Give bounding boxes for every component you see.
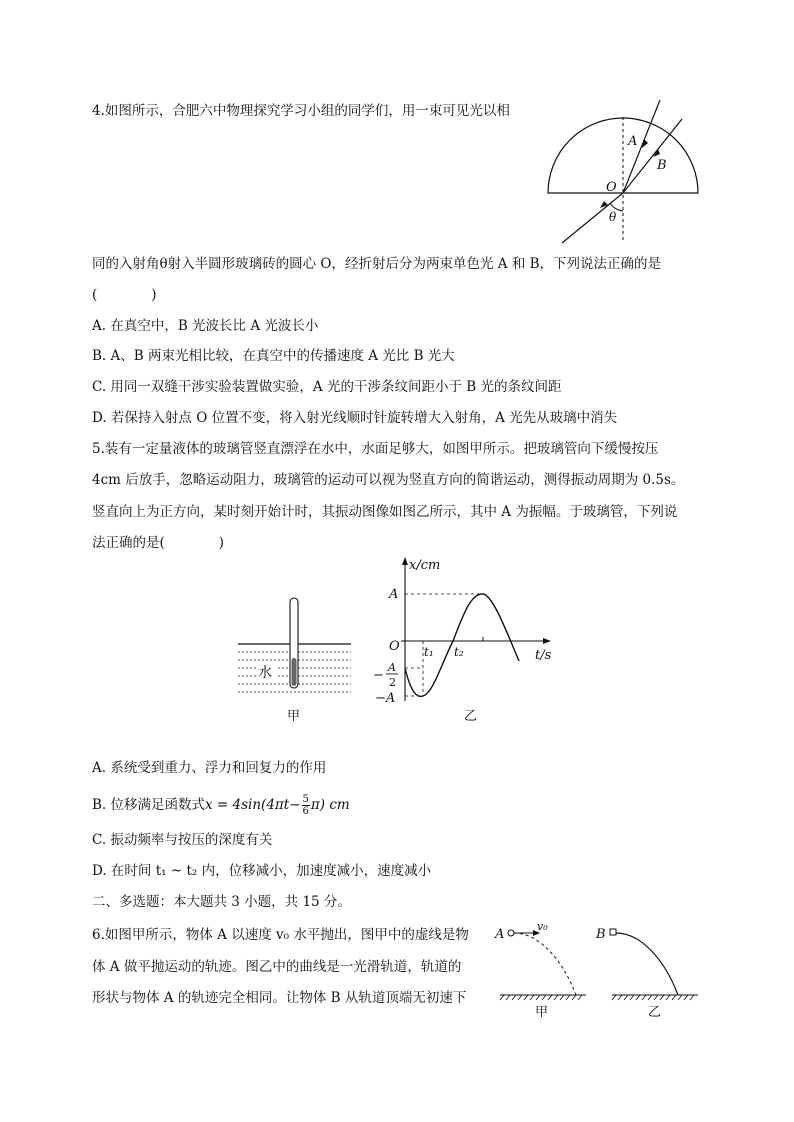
q6-projectile-figure	[490, 918, 705, 1023]
label-b: B	[596, 927, 606, 942]
label-a: A	[495, 927, 505, 942]
q5-option-b	[92, 794, 350, 817]
q5-option-b-fraction	[302, 794, 310, 817]
q5-line3: 竖直向上为正方向，某时刻开始计时，其振动图像如图乙所示，其中 A 为振幅。于玻璃管，下列说	[92, 504, 678, 520]
q5-option-a: A. 系统受到重力、浮力和回复力的作用	[92, 760, 327, 776]
x-axis-label: t/s	[535, 648, 552, 663]
q4-semicircle-figure	[540, 95, 705, 250]
q5-option-b-prefix: B. 位移满足函数式	[92, 797, 206, 813]
q6-line2: 体 A 做平抛运动的轨迹。图乙中的曲线是一光滑轨道，轨道的	[92, 959, 462, 975]
q4-option-c: C. 用同一双缝干涉实验装置做实验，A 光的干涉条纹间距小于 B 光的条纹间距	[92, 379, 562, 395]
tick-neg-half-sign: −	[373, 668, 384, 683]
caption-jia: 甲	[535, 1005, 549, 1020]
q4-line1: 4.如图所示，合肥六中物理探究学习小组的同学们，用一束可见光以相	[92, 103, 510, 119]
q4-option-b: B. A、B 两束光相比较，在真空中的传播速度 A 光比 B 光大	[92, 348, 455, 364]
block-b	[610, 929, 616, 935]
q4-option-d: D. 若保持入射点 O 位置不变，将入射光线顺时针旋转增大入射角，A 光先从玻璃中消失	[92, 410, 618, 426]
label-o: O	[606, 180, 617, 195]
q5-line2: 4cm 后放手，忽略运动阻力，玻璃管的运动可以视为竖直方向的简谐运动，测得振动周期为 0.5s。	[92, 472, 685, 488]
q4-line2: 同的入射角θ射入半圆形玻璃砖的圆心 O，经折射后分为两束单色光 A 和 B，下列说法正确的是	[92, 256, 662, 272]
section2-heading: 二、多选题：本大题共 3 小题，共 15 分。	[92, 894, 351, 910]
tick-neg-half-den: 2	[389, 676, 396, 689]
q5-xt-graph	[365, 553, 565, 725]
tick-neg-a: −A	[375, 691, 396, 706]
caption-yi: 乙	[648, 1005, 662, 1020]
smooth-track	[616, 933, 678, 995]
fraction-denominator: 6	[302, 806, 309, 817]
label-a: A	[628, 134, 638, 149]
q6-line3: 形状与物体 A 的轨迹完全相同。让物体 B 从轨道顶端无初速下	[92, 990, 467, 1006]
label-v0: v₀	[537, 920, 548, 933]
tick-t2: t₂	[454, 645, 464, 659]
label-b: B	[657, 158, 667, 173]
q5-option-c: C. 振动频率与按压的深度有关	[92, 832, 273, 848]
fraction-numerator: 5	[302, 794, 309, 805]
q5-option-d: D. 在时间 t₁ ~ t₂ 内，位移减小，加速度减小，速度减小	[92, 863, 432, 879]
caption-yi: 乙	[464, 709, 478, 724]
tick-t1: t₁	[424, 645, 434, 659]
q5-option-b-tail: π) cm	[310, 797, 350, 813]
q5-line1: 5.装有一定量液体的玻璃管竖直漂浮在水中，水面足够大，如图甲所示。把玻璃管向下缓慢按压	[92, 441, 659, 457]
q5-option-b-formula: x = 4sin(4πt−	[205, 797, 301, 813]
water-label: 水	[258, 665, 272, 681]
q4-option-a: A. 在真空中，B 光波长比 A 光波长小	[92, 318, 319, 334]
parabolic-path	[514, 933, 576, 995]
origin-label: O	[389, 639, 400, 654]
caption-jia: 甲	[287, 709, 301, 724]
q4-paren: ( )	[92, 287, 157, 303]
q5-tube-figure	[236, 590, 354, 725]
y-axis-label: x/cm	[409, 558, 441, 573]
tick-neg-half-num: A	[388, 661, 396, 674]
label-theta: θ	[609, 210, 617, 224]
refracted-ray-b	[623, 119, 682, 193]
q6-line1: 6.如图甲所示，物体 A 以速度 v₀ 水平抛出，图甲中的虚线是物	[92, 927, 469, 943]
tick-a: A	[389, 587, 399, 602]
q5-line4: 法正确的是( )	[92, 535, 225, 551]
